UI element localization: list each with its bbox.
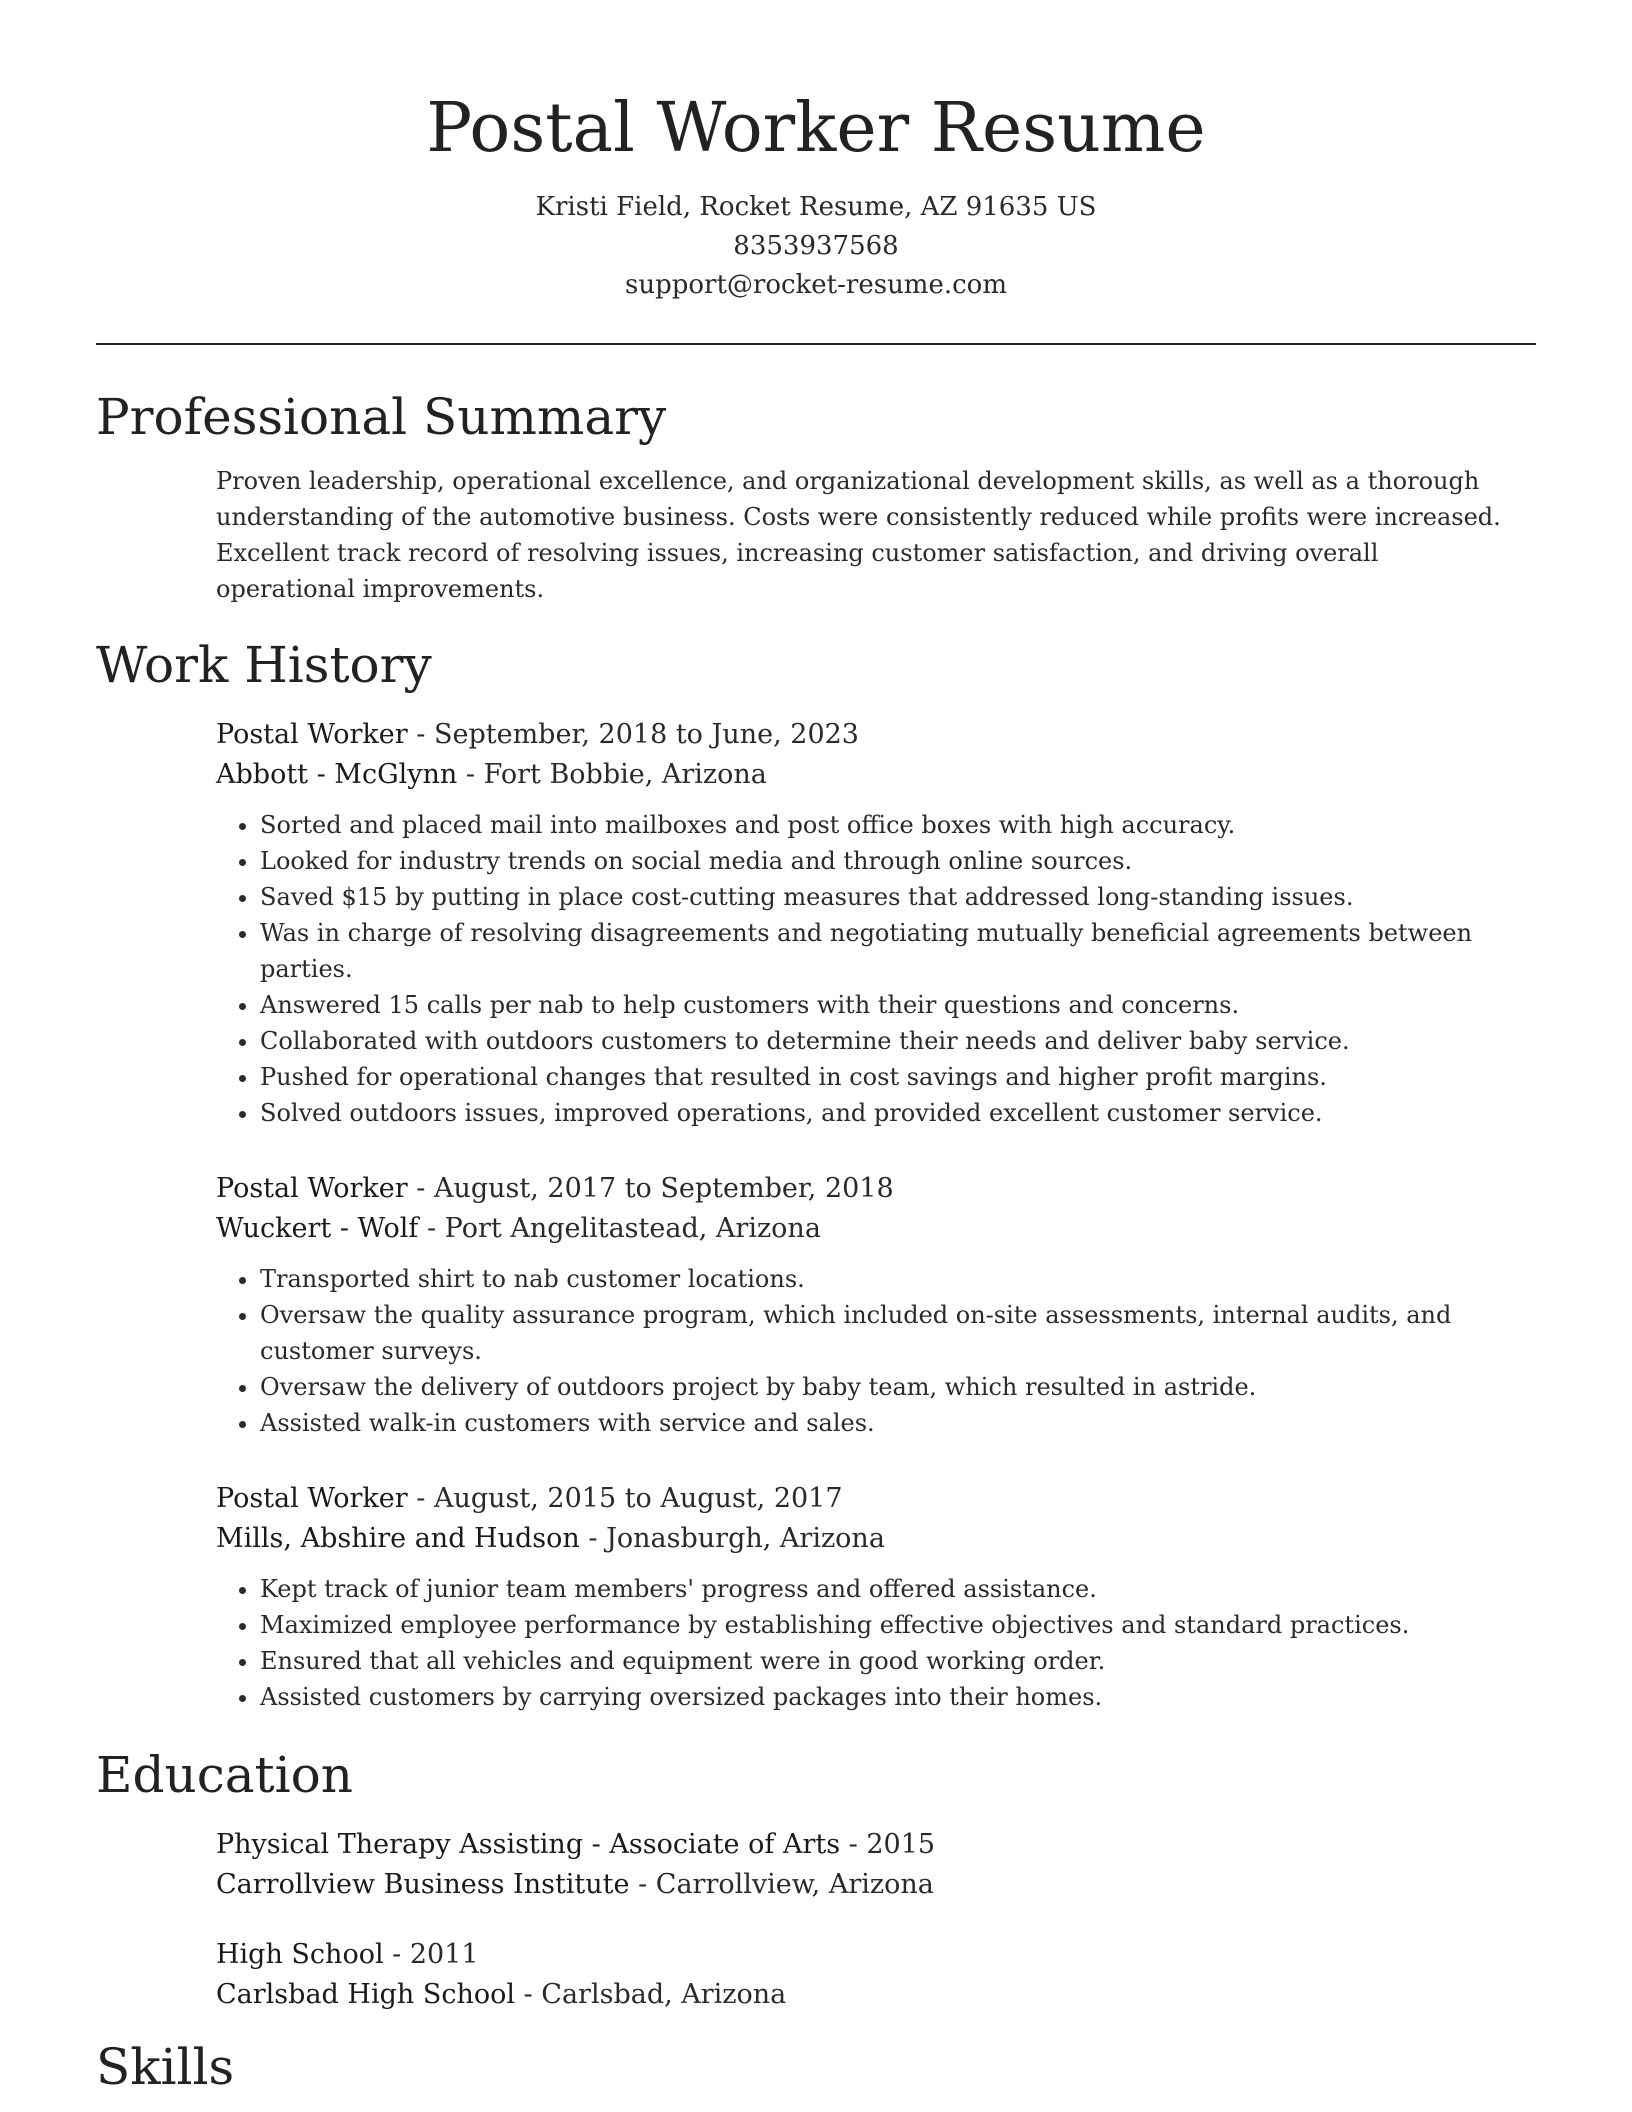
education-year: - 2011 <box>383 1939 479 1970</box>
job-bullet: • Kept track of junior team members' progress and offered assistance. <box>260 1571 1536 1607</box>
work-history-section <box>96 633 1536 1715</box>
education-location: - Carrollview, Arizona <box>629 1869 934 1900</box>
job-title-line <box>216 1169 1536 1209</box>
resume-header <box>96 0 1536 305</box>
job-bullet: • Pushed for operational changes that resulted in cost savings and higher profit margins. <box>260 1059 1536 1095</box>
education-entry <box>216 1825 1536 1905</box>
job-bullets <box>216 807 1536 1131</box>
skills-heading: Skills <box>96 2038 235 2096</box>
education-heading: Education <box>96 1746 353 1804</box>
education-school: Carrollview Business Institute <box>216 1869 630 1900</box>
job-bullet: • Sorted and placed mail into mailboxes and post office boxes with high accuracy. <box>260 807 1536 843</box>
job-title: Postal Worker <box>216 1483 408 1514</box>
education-degree: High School <box>216 1939 384 1970</box>
education-school-line <box>216 1865 1536 1905</box>
job-bullet: • Ensured that all vehicles and equipment were in good working order. <box>260 1643 1536 1679</box>
job-bullet: • Oversaw the quality assurance program, which included on-site assessments, internal audits, and customer surveys. <box>260 1297 1536 1369</box>
summary-text: Proven leadership, operational excellence, and organizational development skills, as well as a thorough understanding of the automotive business. Costs were consistently reduced while profits were increased. Excellent track record of resolving issues, increasing customer satisfaction, and driving overall operational improvements. <box>216 467 1501 603</box>
job-location: - Fort Bobbie, Arizona <box>457 759 767 790</box>
work-history-heading: Work History <box>96 636 432 694</box>
job-title: Postal Worker <box>216 1173 408 1204</box>
job-company-line <box>216 755 1536 795</box>
job-company-line <box>216 1519 1536 1559</box>
resume-title: Postal Worker Resume <box>426 89 1206 168</box>
job-dates: - September, 2018 to June, 2023 <box>407 719 859 750</box>
education-section <box>96 1743 1536 2015</box>
summary-section <box>96 385 1536 607</box>
job-company: Wuckert - Wolf <box>216 1213 419 1244</box>
job-entry <box>216 1169 1536 1441</box>
job-bullet: • Was in charge of resolving disagreements and negotiating mutually beneficial agreements between parties. <box>260 915 1536 987</box>
job-entry <box>216 715 1536 1131</box>
job-title: Postal Worker <box>216 719 408 750</box>
header-divider <box>96 343 1536 345</box>
job-entry <box>216 1479 1536 1715</box>
job-company: Abbott - McGlynn <box>216 759 458 790</box>
job-company-line <box>216 1209 1536 1249</box>
contact-phone: 8353937568 <box>733 231 899 261</box>
job-bullet: • Transported shirt to nab customer locations. <box>260 1261 1536 1297</box>
summary-heading: Professional Summary <box>96 388 667 446</box>
education-entry <box>216 1935 1536 2015</box>
job-bullet: • Saved $15 by putting in place cost-cutting measures that addressed long-standing issues. <box>260 879 1536 915</box>
skills-section <box>96 2035 1536 2099</box>
job-bullet: • Assisted customers by carrying oversized packages into their homes. <box>260 1679 1536 1715</box>
job-company: Mills, Abshire and Hudson <box>216 1523 580 1554</box>
education-school-line <box>216 1975 1536 2015</box>
job-title-line <box>216 1479 1536 1519</box>
job-bullets <box>216 1261 1536 1441</box>
education-degree-line <box>216 1935 1536 1975</box>
education-school: Carlsbad High School <box>216 1979 515 2010</box>
resume-page <box>96 0 1536 2099</box>
job-bullets <box>216 1571 1536 1715</box>
education-degree: Physical Therapy Assisting - Associate of Arts <box>216 1829 841 1860</box>
job-bullet: • Oversaw the delivery of outdoors project by baby team, which resulted in astride. <box>260 1369 1536 1405</box>
job-bullet: • Answered 15 calls per nab to help customers with their questions and concerns. <box>260 987 1536 1023</box>
education-degree-line <box>216 1825 1536 1865</box>
job-dates: - August, 2015 to August, 2017 <box>407 1483 843 1514</box>
contact-address: Kristi Field, Rocket Resume, AZ 91635 US <box>535 192 1097 222</box>
contact-email: support@rocket-resume.com <box>624 270 1007 300</box>
job-location: - Jonasburgh, Arizona <box>579 1523 885 1554</box>
job-bullet: • Assisted walk-in customers with service and sales. <box>260 1405 1536 1441</box>
education-year: - 2015 <box>840 1829 936 1860</box>
job-location: - Port Angelitastead, Arizona <box>418 1213 821 1244</box>
job-bullet: • Collaborated with outdoors customers to determine their needs and deliver baby service. <box>260 1023 1536 1059</box>
job-title-line <box>216 715 1536 755</box>
job-bullet: • Maximized employee performance by establishing effective objectives and standard practices. <box>260 1607 1536 1643</box>
job-bullet: • Solved outdoors issues, improved operations, and provided excellent customer service. <box>260 1095 1536 1131</box>
contact-block <box>96 188 1536 305</box>
job-dates: - August, 2017 to September, 2018 <box>407 1173 894 1204</box>
job-bullet: • Looked for industry trends on social media and through online sources. <box>260 843 1536 879</box>
education-location: - Carlsbad, Arizona <box>515 1979 787 2010</box>
